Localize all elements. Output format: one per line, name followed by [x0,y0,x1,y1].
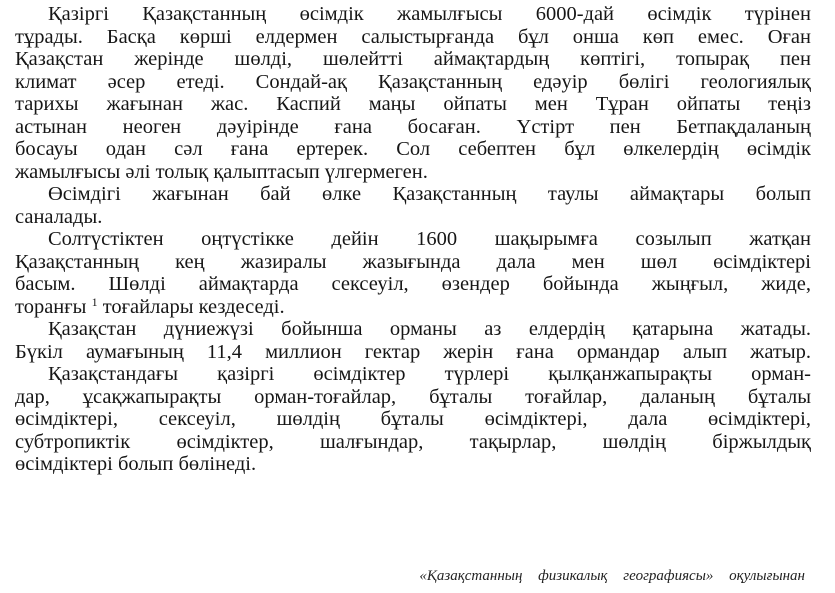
paragraph-3 [15,228,811,318]
paragraph-1 [15,3,811,183]
text-line: астынан неоген дәуірінде ғана босаған. Үстірт пен Бетпақдаланың [15,115,811,138]
text-line: саналады. [15,205,103,228]
text-line: Қазіргі Қазақстанның өсімдік жамылғысы 6000-дай өсімдік түрінен [48,3,811,25]
text-line: тарихы жағынан жас. Каспий маңы ойпаты мен Тұран ойпаты теңіз [15,93,811,115]
text-line: дар, ұсақжапырақты орман-тоғайлар, бұталы тоғайлар, даланың бұталы [15,385,811,408]
text-line: тұрады. Басқа көрші елдермен салыстырғанда бұл онша көп емес. Оған [15,25,811,48]
text-line: жамылғысы әлі толық қалыптасып үлгермеген. [15,160,428,183]
text-line: өсімдіктері болып бөлінеді. [15,453,257,475]
footnote-marker: 1 [91,295,98,309]
text-line: босауы одан сәл ғана ертерек. Сол себептен бұл өлкелердің өсімдік [15,138,811,160]
text-line: субтропиктік өсімдіктер, шалғындар, тақырлар, шөлдің біржылдық [15,430,811,453]
text-line: басым. Шөлді аймақтарда сексеуіл, өзендер бойында жыңғыл, жиде, [15,273,811,295]
body-text [15,3,811,476]
text-line: Өсімдігі жағынан бай өлке Қазақстанның таулы аймақтары болып [48,183,811,205]
source-citation: «Қазақстанның физикалық географиясы» оқулығынан [419,568,805,584]
text-line: өсімдіктері, сексеуіл, шөлдің бұталы өсімдіктері, дала өсімдіктері, [15,408,811,430]
paragraph-5 [15,363,811,476]
text-line-with-footnote [15,296,811,319]
text-line: Қазақстан жерінде шөлді, шөлейтті аймақтардың көптігі, топырақ пен [15,48,811,70]
text-fragment: торанғы [15,295,87,318]
paragraph-4 [15,318,811,363]
text-line: Солтүстіктен оңтүстікке дейін 1600 шақырымға созылып жатқан [48,228,811,250]
text-fragment: тоғайлары кездеседі. [102,295,285,318]
paragraph-2 [15,183,811,228]
text-line: Бүкіл аумағының 11,4 миллион гектар жерін ғана ормандар алып жатыр. [15,340,811,363]
text-line: Қазақстандағы қазіргі өсімдіктер түрлері қылқанжапырақты орман- [48,363,811,385]
text-line: Қазақстанның кең жазиралы жазығында дала мен шөл өсімдіктері [15,250,811,273]
text-line: климат әсер етеді. Сондай-ақ Қазақстанның едәуір бөлігі геологиялық [15,70,811,93]
text-line: Қазақстан дүниежүзі бойынша орманы аз елдердің қатарына жатады. [48,318,811,340]
